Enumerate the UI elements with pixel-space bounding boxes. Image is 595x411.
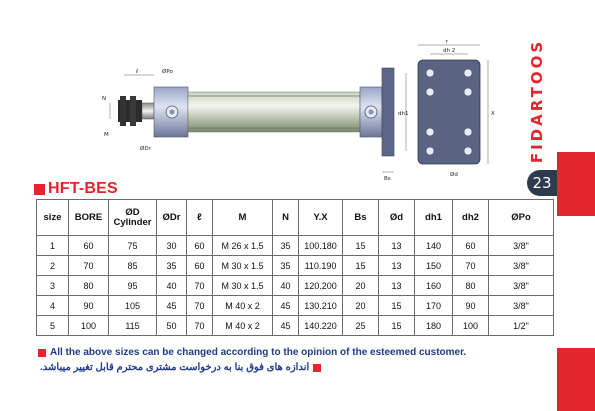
table-cell: 13 — [379, 276, 415, 296]
table-cell: 50 — [157, 316, 187, 336]
table-cell: 3/8" — [489, 236, 554, 256]
table-cell: 5 — [37, 316, 69, 336]
bullet-square-icon — [38, 349, 46, 357]
dim-dh1: dh1 — [398, 111, 409, 117]
table-cell: 60 — [187, 236, 213, 256]
table-row — [37, 236, 554, 256]
table-cell: 40 — [273, 276, 299, 296]
red-accent-bar-bottom — [557, 348, 595, 411]
table-cell: 180 — [415, 316, 453, 336]
brand-name: FIDARTOOS — [528, 38, 546, 164]
col-dh2: dh2 — [453, 200, 489, 236]
table-cell: 95 — [109, 276, 157, 296]
table-cell: 100 — [453, 316, 489, 336]
table-cell: 70 — [187, 296, 213, 316]
note-english-text: All the above sizes can be changed according to the opinion of the esteemed customer. — [50, 347, 467, 358]
table-cell: 35 — [273, 256, 299, 276]
dim-l: ℓ — [136, 69, 139, 75]
table-cell: 13 — [379, 256, 415, 276]
note-persian-text: اندازه های فوق بنا به درخواست مشتری محترم قابل تغییر میباشد. — [40, 362, 310, 373]
table-cell: M 40 x 2 — [213, 296, 273, 316]
table-cell: 120.200 — [299, 276, 343, 296]
table-cell: 35 — [157, 256, 187, 276]
table-cell: 90 — [453, 296, 489, 316]
table-cell: 70 — [187, 316, 213, 336]
col-m: M — [213, 200, 273, 236]
table-cell: 80 — [453, 276, 489, 296]
table-cell: 3/8" — [489, 256, 554, 276]
table-cell: 45 — [273, 296, 299, 316]
table-cell: 45 — [157, 296, 187, 316]
table-cell: 60 — [453, 236, 489, 256]
col-yx: Y.X — [299, 200, 343, 236]
table-cell: 105 — [109, 296, 157, 316]
dim-po: ØPo — [162, 69, 173, 75]
table-cell: 15 — [343, 236, 379, 256]
table-cell: 115 — [109, 316, 157, 336]
col-odr: ØDr — [157, 200, 187, 236]
cylinder-technical-drawing — [100, 40, 500, 180]
table-cell: M 26 x 1.5 — [213, 236, 273, 256]
table-cell: 3/8" — [489, 296, 554, 316]
col-n: N — [273, 200, 299, 236]
table-cell: 15 — [379, 316, 415, 336]
table-cell: 4 — [37, 296, 69, 316]
table-cell: 60 — [187, 256, 213, 276]
table-cell: 85 — [109, 256, 157, 276]
table-cell: 13 — [379, 236, 415, 256]
col-od-cylinder: ØD Cylinder — [109, 200, 157, 236]
table-cell: 60 — [69, 236, 109, 256]
table-cell: 100.180 — [299, 236, 343, 256]
table-cell: 160 — [415, 276, 453, 296]
table-cell: 15 — [379, 296, 415, 316]
table-cell: 25 — [343, 316, 379, 336]
rear-flange-side — [382, 68, 394, 156]
table-cell: 75 — [109, 236, 157, 256]
table-row — [37, 256, 554, 276]
dim-d: Ød — [450, 172, 458, 178]
col-l: ℓ — [187, 200, 213, 236]
table-row — [37, 296, 554, 316]
note-english — [38, 347, 466, 358]
table-cell: 1/2" — [489, 316, 554, 336]
page-title: HFT-BES — [48, 180, 118, 197]
bullet-square-icon — [313, 364, 321, 372]
table-cell: 80 — [69, 276, 109, 296]
table-cell: 40 — [157, 276, 187, 296]
table-cell: 70 — [187, 276, 213, 296]
col-od: Ød — [379, 200, 415, 236]
table-header-row — [37, 200, 554, 236]
table-cell: 30 — [157, 236, 187, 256]
col-opo: ØPo — [489, 200, 554, 236]
piston-rod-end — [118, 96, 154, 126]
table-cell: 45 — [273, 316, 299, 336]
dim-x: X — [491, 111, 495, 117]
model-title — [34, 180, 118, 198]
table-cell: M 40 x 2 — [213, 316, 273, 336]
table-cell: 140 — [415, 236, 453, 256]
table-cell: M 30 x 1.5 — [213, 276, 273, 296]
dim-bs: Bs — [384, 176, 391, 180]
table-cell: 35 — [273, 236, 299, 256]
col-size: size — [37, 200, 69, 236]
table-cell: 15 — [343, 256, 379, 276]
table-cell: 100 — [69, 316, 109, 336]
table-cell: 110.190 — [299, 256, 343, 276]
dim-dh2: dh 2 — [443, 48, 456, 54]
col-dh1: dh1 — [415, 200, 453, 236]
dim-y: Y — [445, 40, 449, 45]
table-cell: 70 — [69, 256, 109, 276]
table-cell: 70 — [453, 256, 489, 276]
red-accent-bar-top — [557, 152, 595, 216]
table-cell: 130.210 — [299, 296, 343, 316]
table-cell: 90 — [69, 296, 109, 316]
col-bs: Bs — [343, 200, 379, 236]
spec-table — [36, 199, 554, 336]
table-cell: 3 — [37, 276, 69, 296]
table-row — [37, 316, 554, 336]
table-cell: 20 — [343, 276, 379, 296]
note-persian — [40, 362, 321, 373]
table-cell: 150 — [415, 256, 453, 276]
table-cell: M 30 x 1.5 — [213, 256, 273, 276]
table-cell: 170 — [415, 296, 453, 316]
table-cell: 20 — [343, 296, 379, 316]
table-cell: 140.220 — [299, 316, 343, 336]
page-number-badge: 23 — [527, 170, 557, 196]
brand-vertical-logo — [524, 36, 550, 166]
dim-m: M — [104, 132, 109, 138]
dim-n: N — [102, 96, 107, 102]
table-cell: 3/8" — [489, 276, 554, 296]
table-row — [37, 276, 554, 296]
title-marker-icon — [34, 184, 45, 195]
cylinder-barrel — [188, 92, 360, 132]
table-cell: 2 — [37, 256, 69, 276]
dim-dr: ØDr — [140, 146, 151, 152]
table-cell: 1 — [37, 236, 69, 256]
col-bore: BORE — [69, 200, 109, 236]
